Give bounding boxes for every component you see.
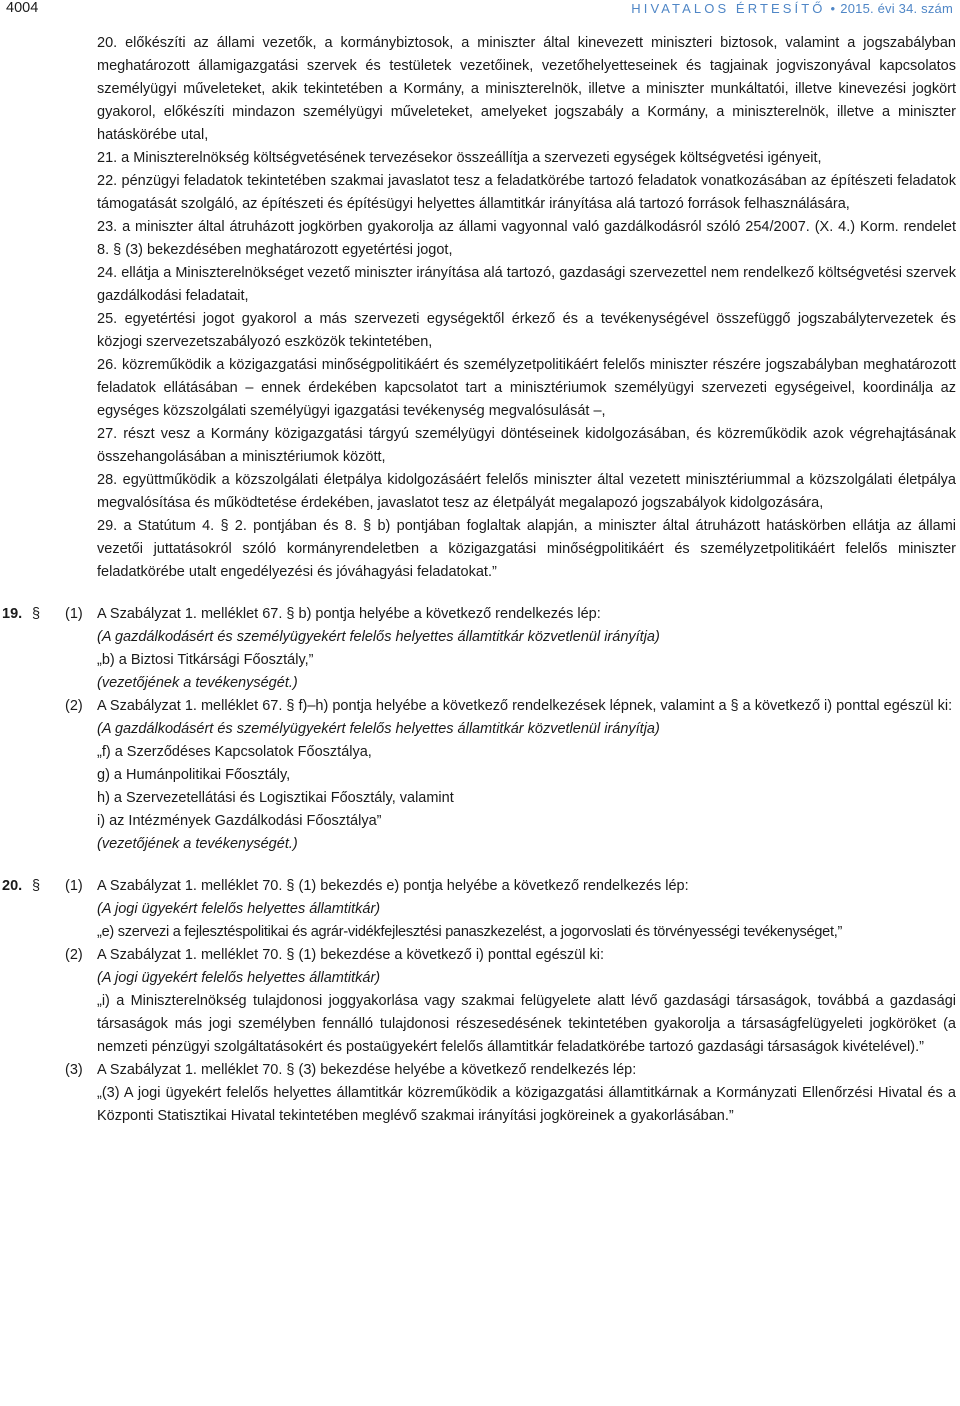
subsection-closing: (vezetőjének a tevékenységét.): [97, 836, 298, 852]
section-gap: [0, 584, 960, 603]
section-19: [0, 603, 960, 856]
subsection-closing: (vezetőjének a tevékenységét.): [97, 675, 298, 691]
subsection-heading: (A gazdálkodásért és személyügyekért felelős helyettes államtitkár közvetlenül irányítja): [97, 629, 660, 645]
list-item: 26. közreműködik a közigazgatási minőségpolitikáért és személyzetpolitikáért felelős miniszter részére jogszabályban meghatározott feladatok ellátásában – ennek érdekében kapcsolatot tart a minisztériumok személyügyi szervezeti egységeivel, koordinálja az egységes közszolgálati személyügyi igazgatási tevékenység megvalósulását –,: [97, 357, 956, 419]
subsection-label: (1): [65, 606, 83, 622]
subsection-19-2: [65, 695, 960, 856]
subsection-heading: (A gazdálkodásért és személyügyekért felelős helyettes államtitkár közvetlenül irányítja): [97, 721, 660, 737]
separator-dot: •: [830, 1, 836, 16]
list-item: 20. előkészíti az állami vezetők, a kormánybiztosok, a miniszter által kinevezett miniszteri biztosok, valamint a jogszabályban meghatározott államigazgatási szervek és testületek vezetőinek, vezetőhelyetteseinek és tagjainak jogviszonyával kapcsolatos személyügyi műveleteket, akik tekintetében a Kormány, a miniszterelnök, illetve a miniszter munkáltatói, illetve kinevezési jogkört gyakorol, előkészíti mindazon személyügyi műveleteket, amelyeket jogszabály a Kormány, a miniszterelnök, illetve a miniszter hatáskörébe utal,: [97, 35, 956, 143]
list-item: 29. a Statútum 4. § 2. pontjában és 8. § b) pontjában foglaltak alapján, a miniszter által átruházott hatáskörben ellátja az állami vezetői juttatásokról szóló kormányrendeletben a közigazgatási minőségpolitikáért és személyzetpolitikáért felelős miniszter feladatkörébe utalt engedélyezési és jóváhagyási feladatokat.”: [97, 518, 956, 580]
amendment-line: „f) a Szerződéses Kapcsolatok Főosztálya,: [97, 744, 372, 760]
section-gap: [0, 856, 960, 875]
amendment-line: g) a Humánpolitikai Főosztály,: [97, 767, 291, 783]
subsection-content: [97, 875, 956, 944]
section-number: 19.: [2, 606, 23, 622]
list-item: 22. pénzügyi feladatok tekintetében szakmai javaslatot tesz a feladatkörébe tartozó feladatok vonatkozásában az építészeti feladatok támogatását szolgáló, az építészeti és építésügyi helyettes államtitkár irányítása alá tartozó források felhasználására,: [97, 173, 956, 212]
subsection-content: [97, 944, 956, 1059]
subsection-19-1: [65, 603, 960, 695]
subsection-intro: A Szabályzat 1. melléklet 70. § (1) bekezdése a következő i) ponttal egészül ki:: [97, 947, 604, 963]
subsection-label: (3): [65, 1062, 83, 1078]
amendment-line: „b) a Biztosi Titkársági Főosztály,”: [97, 652, 314, 668]
list-item: 28. együttműködik a közszolgálati életpálya kidolgozásáért felelős miniszter által vezetett minisztériummal a közszolgálati életpálya megvalósítása és működtetése érdekében, javaslatot tesz az életpályát megalapozó jogszabályok kidolgozására,: [97, 472, 956, 511]
section-20: [0, 875, 960, 1128]
list-item: 23. a miniszter által átruházott jogkörben gyakorolja az állami vagyonnal való gazdálkodásról szóló 254/2007. (X. 4.) Korm. rendelet 8. § (3) bekezdésében meghatározott egyetértési jogot,: [97, 219, 956, 258]
section-sign: §: [32, 606, 41, 622]
subsection-content: [97, 695, 956, 856]
section-sign: §: [32, 878, 41, 894]
page-header: [0, 0, 960, 22]
subsection-intro: A Szabályzat 1. melléklet 70. § (3) bekezdése helyébe a következő rendelkezés lép:: [97, 1062, 637, 1078]
amendment-text: „e) szervezi a fejlesztéspolitikai és agrár-vidékfejlesztési panaszkezelést, a jogorvoslati és törvényességi tevékenységet,”: [97, 924, 843, 940]
running-title: [631, 1, 953, 16]
subsection-content: [97, 1059, 956, 1128]
subsection-heading: (A jogi ügyekért felelős helyettes államtitkár): [97, 970, 381, 986]
subsection-label: (2): [65, 947, 83, 963]
subsection-intro: A Szabályzat 1. melléklet 67. § b) pontja helyébe a következő rendelkezés lép:: [97, 606, 601, 622]
subsection-20-3: [65, 1059, 960, 1128]
list-item: 21. a Miniszterelnökség költségvetésének tervezésekor összeállítja a szervezeti egységek költségvetési igényeit,: [97, 150, 822, 166]
document-body: [0, 32, 960, 1128]
list-item: 27. részt vesz a Kormány közigazgatási tárgyú személyügyi döntéseinek kidolgozásában, és közreműködik azok végrehajtásának összehangolásában a minisztériumok között,: [97, 426, 956, 465]
amendment-line: i) az Intézmények Gazdálkodási Főosztálya”: [97, 813, 382, 829]
page-number: 4004: [6, 0, 39, 16]
subsection-content: [97, 603, 956, 695]
subsection-heading: (A jogi ügyekért felelős helyettes államtitkár): [97, 901, 381, 917]
section-body: [65, 603, 960, 856]
subsection-intro: A Szabályzat 1. melléklet 70. § (1) bekezdés e) pontja helyébe a következő rendelkezés lép:: [97, 878, 689, 894]
subsection-20-2: [65, 944, 960, 1059]
amendment-text: „(3) A jogi ügyekért felelős helyettes államtitkár közreműködik a közigazgatási államtitkárnak a Kormányzati Ellenőrzési Hivatal és a Központi Statisztikai Hivatal tekintetében meglévő szakmai irányítási jogköreinek a gyakorlásában.”: [97, 1085, 956, 1124]
list-item: 24. ellátja a Miniszterelnökséget vezető miniszter irányítása alá tartozó, gazdasági szervezettel nem rendelkező költségvetési szervek gazdálkodási feladatait,: [97, 265, 956, 304]
amendment-text: „i) a Miniszterelnökség tulajdonosi joggyakorlása vagy szakmai felügyelete alatt lévő gazdasági társaságok, továbbá a gazdasági társaságok más jogi személyben fennálló tulajdonosi részesedésének tekintetében gyakorolja a társaságfelügyeleti jogköröket (a nemzeti pénzügyi szolgáltatásokért és postaügyekért felelős államtitkár feladatkörébe tartozó gazdasági társaságok kivételével).”: [97, 993, 956, 1055]
subsection-label: (2): [65, 698, 83, 714]
section-body: [65, 875, 960, 1128]
subsection-intro: A Szabályzat 1. melléklet 67. § f)–h) pontja helyébe a következő rendelkezések lépnek, valamint a § a következő i) ponttal egészül ki:: [97, 698, 953, 714]
list-item: 25. egyetértési jogot gyakorol a más szervezeti egységektől érkező és a tevékenységével összefüggő jogszabálytervezetek és közjogi szervezetszabályozó eszközök tekintetében,: [97, 311, 956, 350]
issue-date: 2015. évi 34. szám: [840, 1, 953, 16]
section-number: 20.: [2, 878, 23, 894]
amendment-line: h) a Szervezetellátási és Logisztikai Főosztály, valamint: [97, 790, 454, 806]
subsection-20-1: [65, 875, 960, 944]
subsection-label: (1): [65, 878, 83, 894]
journal-title: HIVATALOS ÉRTESÍTŐ: [631, 1, 826, 16]
